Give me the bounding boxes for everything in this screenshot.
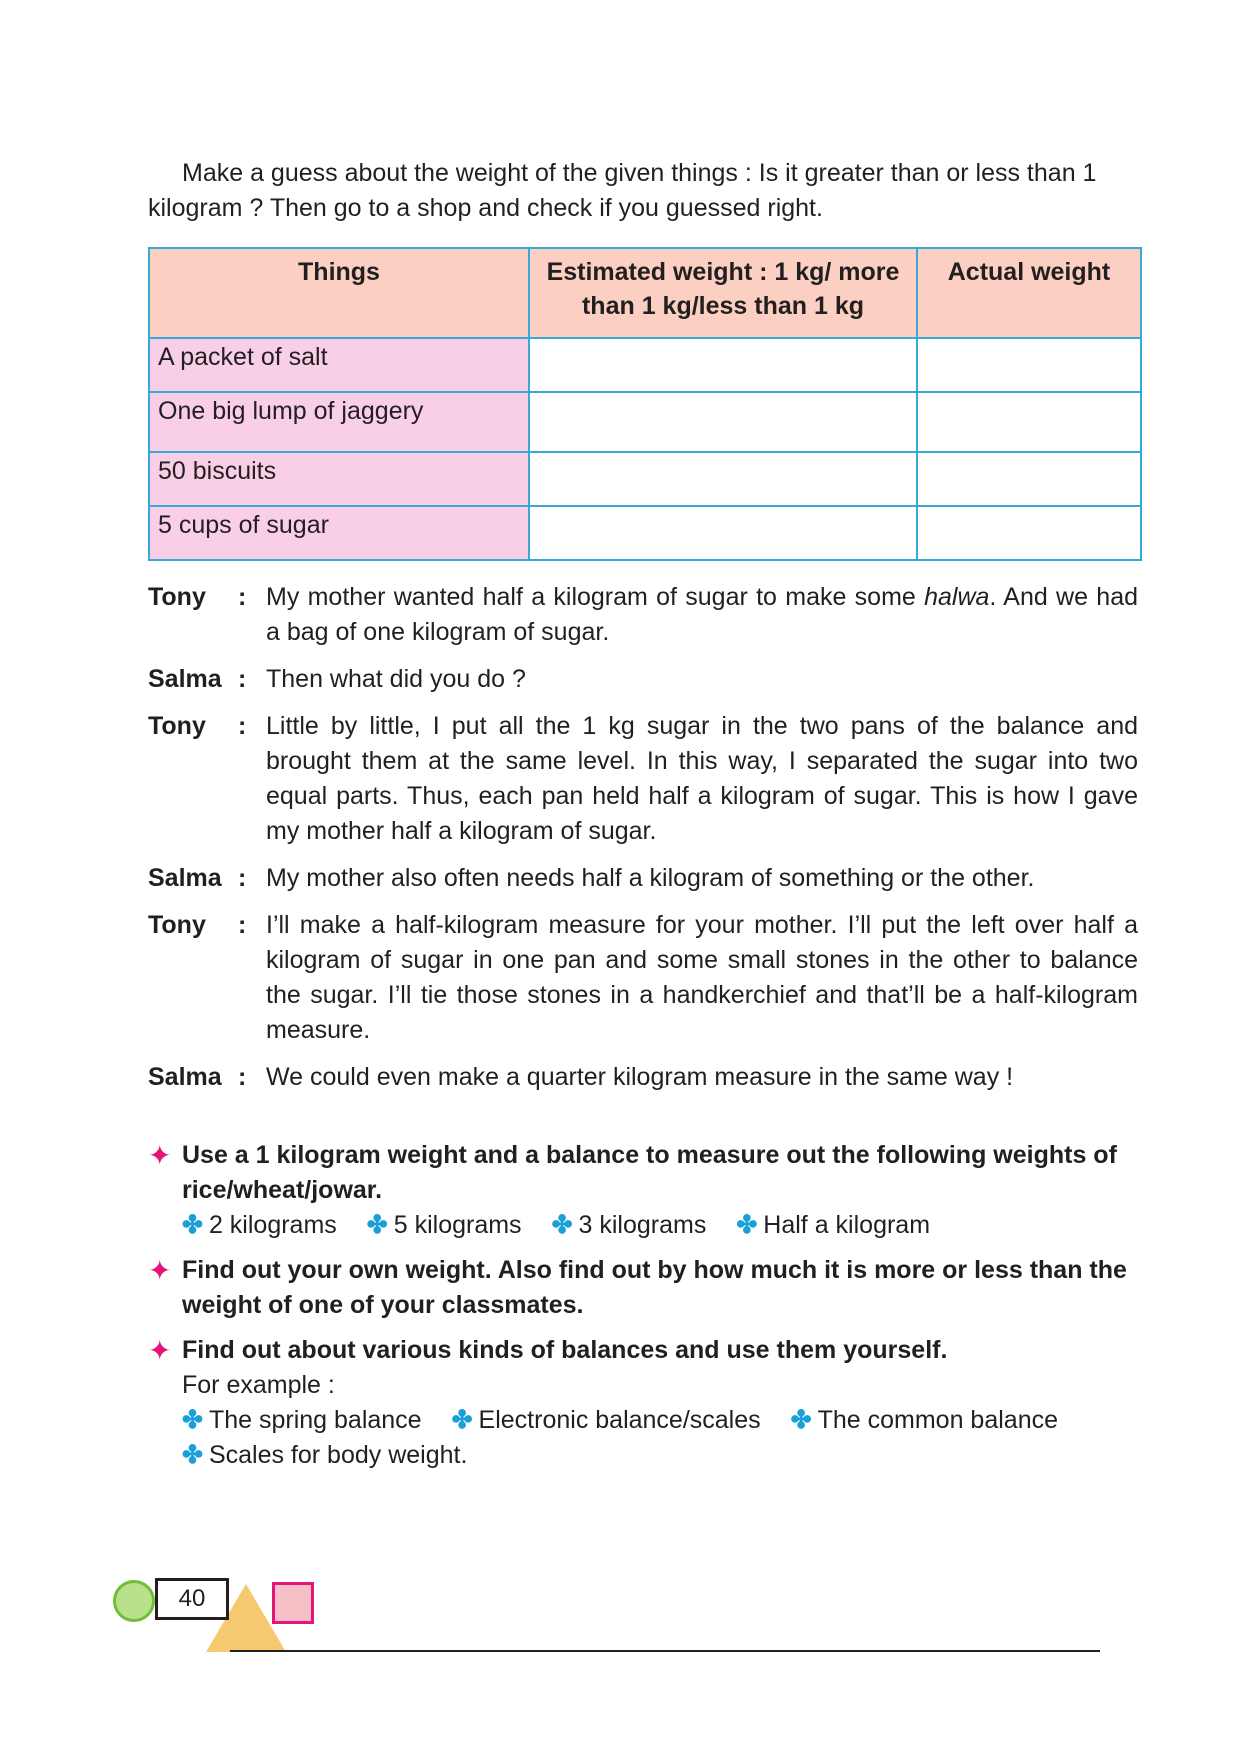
speech-text: My mother also often needs half a kilogram of something or the other. [266,864,1035,892]
flower-bullet-icon: ✤ [790,1406,812,1434]
option-item: ✤ Electronic balance/scales [451,1406,761,1434]
star-icon: ✦ [148,1140,172,1171]
option-item: ✤ The spring balance [182,1406,422,1434]
speaker-name: Tony [148,712,206,740]
actual-weight-cell[interactable] [917,452,1141,506]
star-icon: ✦ [148,1255,172,1286]
table-header-row [149,248,1141,338]
dialogue-line [148,580,1138,650]
speech-text: Little by little, I put all the 1 kg sugar in the two pans of the balance and brought them at the same level. In this way, I separated the sugar into two equal parts. Thus, each pan held half a kilogram of sugar. This is how I gave my mother half a kilogram of sugar. [266,712,1138,845]
flower-bullet-icon: ✤ [451,1406,473,1434]
header-actual-weight: Actual weight [917,248,1141,338]
green-circle-icon [113,1580,155,1622]
speech-text: Then what did you do ? [266,665,526,693]
flower-bullet-icon: ✤ [736,1211,758,1239]
speaker-name: Salma [148,864,222,892]
estimated-weight-cell[interactable] [529,392,917,452]
actual-weight-cell[interactable] [917,506,1141,560]
flower-bullet-icon: ✤ [182,1211,203,1239]
dialogue-line [148,908,1138,1048]
flower-bullet-icon: ✤ [366,1211,388,1239]
speaker-name: Tony [148,583,206,611]
dialogue-line [148,662,1138,697]
table-row [149,506,1141,560]
activity-list [148,1138,1140,1483]
dialogue [148,580,1138,1107]
dialogue-line [148,709,1138,849]
page-footer [110,1566,1110,1656]
speech-text: I’ll make a half-kilogram measure for your mother. I’ll put the left over half a kilogram of sugar in one pan and some small stones in the other to balance the sugar. I’ll tie those stones in a handkerchief and that’ll be a half-kilogram measure. [266,911,1138,1044]
speaker-colon: : [238,583,247,611]
actual-weight-cell[interactable] [917,392,1141,452]
option-item: ✤ Scales for body weight. [182,1441,468,1469]
activity-text: Find out your own weight. Also find out by how much it is more or less than the weight of one of your classmates. [182,1256,1127,1319]
activity-item [148,1138,1140,1243]
speaker-colon: : [238,864,247,892]
option-item: ✤ 3 kilograms [551,1211,707,1239]
activity-text: Use a 1 kilogram weight and a balance to measure out the following weights of rice/wheat/jowar. [182,1141,1117,1204]
table-row [149,338,1141,392]
flower-bullet-icon: ✤ [551,1211,573,1239]
speaker-name: Tony [148,911,206,939]
star-icon: ✦ [148,1335,172,1366]
speech-text: My mother wanted half a kilogram of sugar to make some halwa. And we had a bag of one kilogram of sugar. [266,583,1138,646]
flower-bullet-icon: ✤ [182,1441,203,1469]
speaker-colon: : [238,712,247,740]
table-row [149,392,1141,452]
option-item: ✤ Half a kilogram [736,1211,931,1239]
option-list [182,1403,1140,1473]
speaker-colon: : [238,665,247,693]
dialogue-line [148,861,1138,896]
speaker-name: Salma [148,1063,222,1091]
example-label: For example : [182,1371,335,1399]
pink-square-icon [272,1582,314,1624]
speaker-name: Salma [148,665,222,693]
thing-cell: A packet of salt [149,338,529,392]
speaker-colon: : [238,1063,247,1091]
option-item: ✤ The common balance [790,1406,1058,1434]
header-things: Things [149,248,529,338]
option-item: ✤ 2 kilograms [182,1211,337,1239]
intro-paragraph: Make a guess about the weight of the given things : Is it greater than or less than 1 kilogram ? Then go to a shop and check if you guessed right. [148,159,1097,222]
option-list [182,1208,1140,1243]
estimated-weight-cell[interactable] [529,452,917,506]
page-number: 40 [155,1578,229,1620]
thing-cell: One big lump of jaggery [149,392,529,452]
activity-text: Find out about various kinds of balances and use them yourself. [182,1336,948,1364]
speaker-colon: : [238,911,247,939]
estimated-weight-cell[interactable] [529,338,917,392]
activity-item [148,1333,1140,1473]
footer-rule [230,1650,1100,1652]
actual-weight-cell[interactable] [917,338,1141,392]
weight-guess-table [148,247,1142,561]
speech-text: We could even make a quarter kilogram measure in the same way ! [266,1063,1014,1091]
italic-word: halwa [924,583,990,611]
activity-item [148,1253,1140,1323]
header-estimated-weight: Estimated weight : 1 kg/ more than 1 kg/less than 1 kg [529,248,917,338]
thing-cell: 50 biscuits [149,452,529,506]
option-item: ✤ 5 kilograms [366,1211,522,1239]
flower-bullet-icon: ✤ [182,1406,203,1434]
thing-cell: 5 cups of sugar [149,506,529,560]
table-row [149,452,1141,506]
estimated-weight-cell[interactable] [529,506,917,560]
dialogue-line [148,1060,1138,1095]
